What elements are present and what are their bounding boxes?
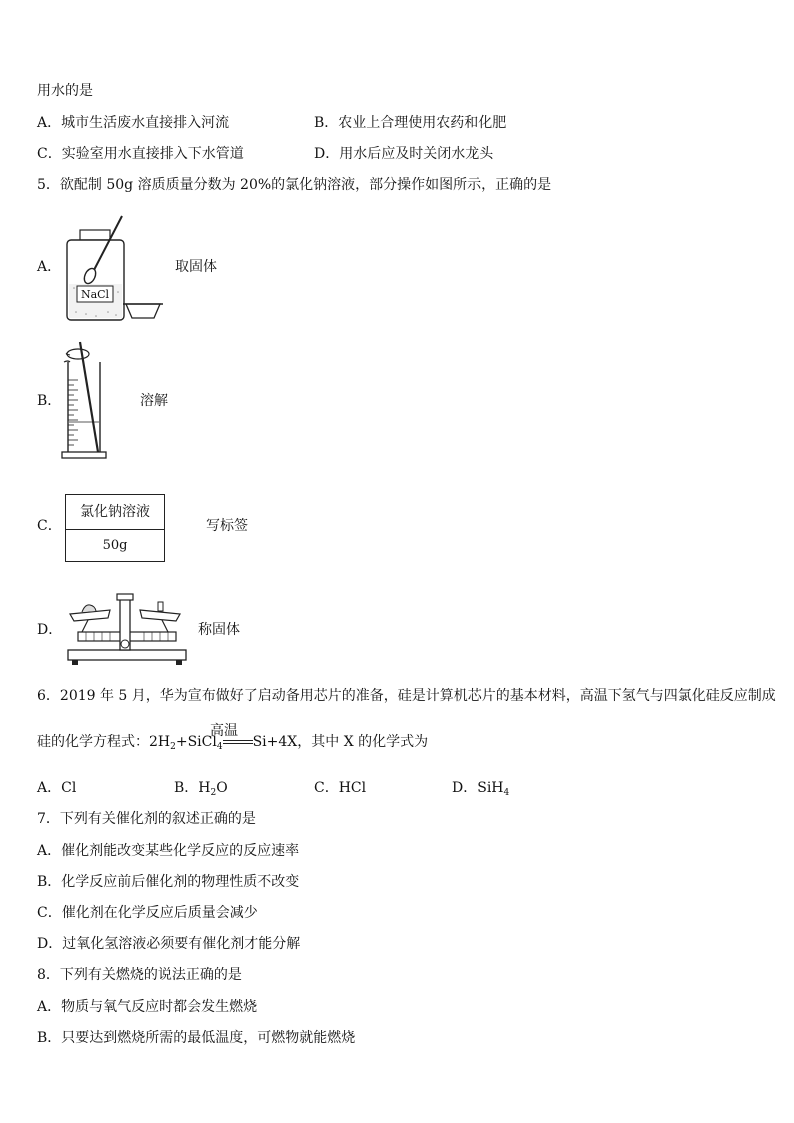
- q7-option-c: C．催化剂在化学反应后质量会减少: [37, 905, 258, 921]
- q5-figure-b-letter: B．: [37, 393, 62, 409]
- q4-option-c: C．实验室用水直接排入下水管道: [37, 146, 244, 162]
- q6-stem-line1: 6．2019 年 5 月，华为宣布做好了启动备用芯片的准备，硅是计算机芯片的基本材料，高温下氢气与四氯化硅反应制成: [37, 688, 776, 704]
- q7-option-b: B．化学反应前后催化剂的物理性质不改变: [37, 874, 300, 890]
- q6-equation-line: 硅的化学方程式：$2H_2+SiCl_4$ Si+4X，其中 X 的化学式为: [37, 734, 429, 752]
- equation-reactant-sicl4: +SiCl$_4$: [175, 734, 223, 752]
- q8-option-a: A．物质与氧气反应时都会发生燃烧: [37, 999, 258, 1015]
- q7-option-a: A．催化剂能改变某些化学反应的反应速率: [37, 843, 300, 859]
- q6-option-d: D．SiH$_4$: [452, 780, 510, 798]
- q6-option-b: B．$H_2O$: [174, 780, 228, 798]
- q5-figure-c-caption: 写标签: [206, 518, 248, 534]
- q4-stem-tail: 用水的是: [37, 83, 93, 99]
- q5-figure-c-letter: C．: [37, 518, 62, 534]
- q8-stem: 8．下列有关燃烧的说法正确的是: [37, 967, 242, 983]
- q6-option-a: A．Cl: [37, 780, 77, 796]
- q4-option-d: D．用水后应及时关闭水龙头: [314, 146, 494, 162]
- graduated-cylinder-illustration: [60, 340, 110, 462]
- q4-option-a: A．城市生活废水直接排入河流: [37, 115, 230, 131]
- bottle-label-text: NaCl: [80, 288, 110, 301]
- q5-figure-a-letter: A．: [37, 259, 62, 275]
- reagent-bottle-spoon-illustration: [60, 212, 170, 324]
- q5-figure-d-letter: D．: [37, 622, 63, 638]
- q8-option-b: B．只要达到燃烧所需的最低温度，可燃物就能燃烧: [37, 1030, 356, 1046]
- q7-option-d: D．过氧化氢溶液必须要有催化剂才能分解: [37, 936, 301, 952]
- q4-option-b: B．农业上合理使用农药和化肥: [314, 115, 507, 131]
- label-box-mass: 50g: [102, 538, 128, 553]
- q5-stem: 5．欲配制 50g 溶质质量分数为 20%的氯化钠溶液，部分操作如图所示，正确的是: [37, 177, 552, 193]
- solution-label-box: [65, 494, 165, 562]
- q6-option-c: C．HCl: [314, 780, 367, 796]
- label-box-title: 氯化钠溶液: [66, 495, 164, 530]
- reaction-condition: 高温: [210, 723, 238, 739]
- q5-figure-b-caption: 溶解: [140, 393, 168, 409]
- q5-figure-d-caption: 称固体: [198, 622, 240, 638]
- equation-reactant-h2: $2H_2$: [149, 734, 176, 752]
- q7-stem: 7．下列有关催化剂的叙述正确的是: [37, 811, 256, 827]
- balance-scale-illustration: [64, 590, 194, 668]
- q5-figure-a-caption: 取固体: [175, 259, 217, 275]
